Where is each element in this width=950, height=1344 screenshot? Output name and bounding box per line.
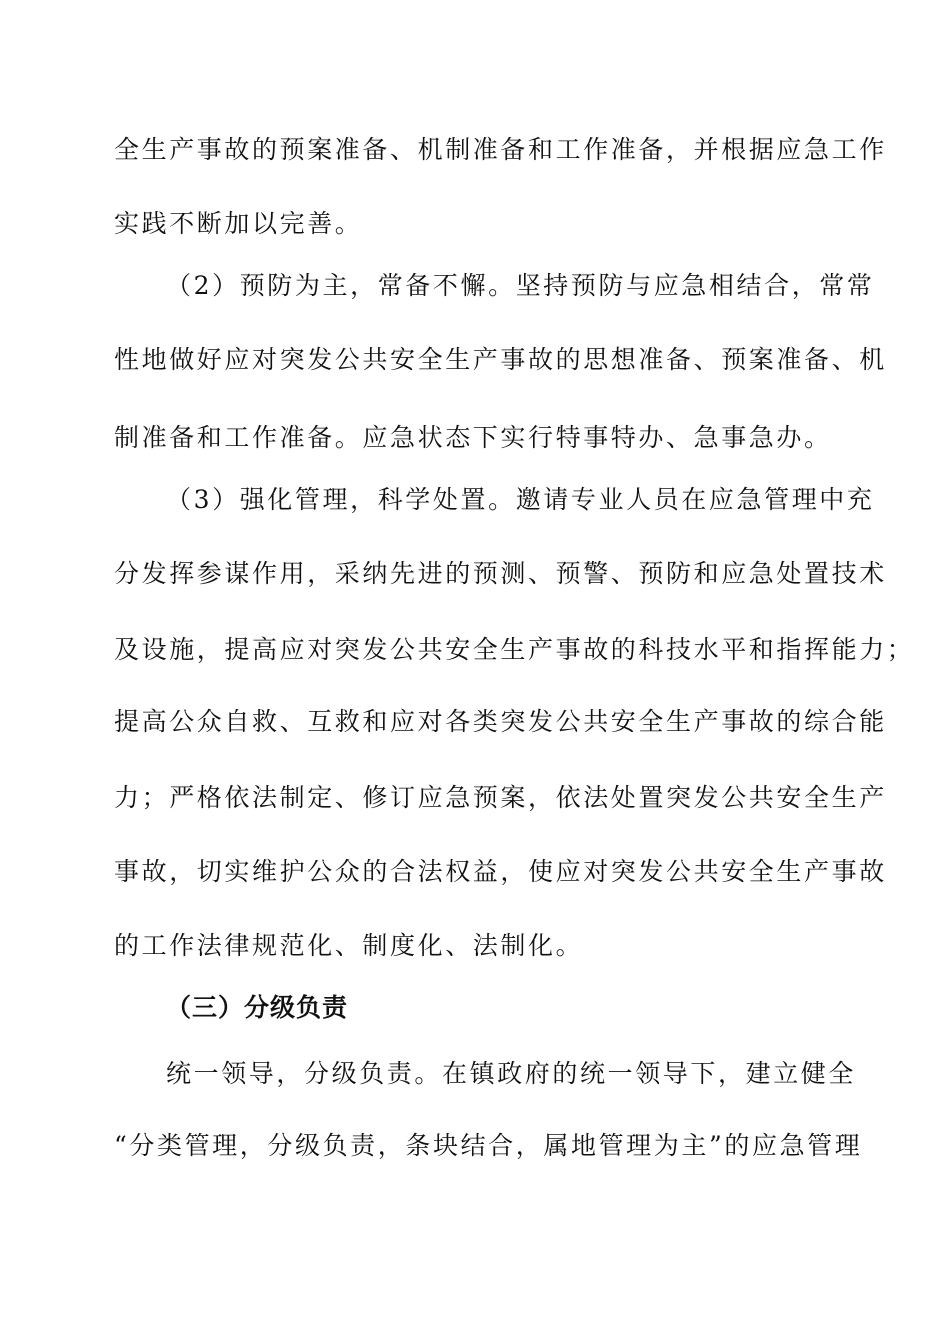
paragraph-line-8: 及设施，提高应对突发公共安全生产事故的科技水平和指挥能力； (114, 635, 915, 664)
paragraph-line-4: 性地做好应对突发公共安全生产事故的思想准备、预案准备、机 (114, 345, 887, 374)
paragraph-line-1: 全生产事故的预案准备、机制准备和工作准备，并根据应急工作 (114, 135, 887, 164)
paragraph-line-7: 分发挥参谋作用，采纳先进的预测、预警、预防和应急处置技术 (114, 559, 887, 588)
paragraph-line-11: 事故，切实维护公众的合法权益，使应对突发公共安全生产事故 (114, 857, 887, 886)
paragraph-line-10: 力；严格依法制定、修订应急预案，依法处置突发公共安全生产 (114, 783, 887, 812)
paragraph-line-9: 提高公众自救、互救和应对各类突发公共安全生产事故的综合能 (114, 707, 887, 736)
paragraph-line-13: 统一领导，分级负责。在镇政府的统一领导下，建立健全 (166, 1059, 857, 1088)
paragraph-line-3: （2）预防为主，常备不懈。坚持预防与应急相结合，常常 (166, 271, 875, 300)
paragraph-line-12: 的工作法律规范化、制度化、法制化。 (114, 931, 584, 960)
paragraph-line-2: 实践不断加以完善。 (114, 209, 363, 238)
paragraph-line-5: 制准备和工作准备。应急状态下实行特事特办、急事急办。 (114, 423, 832, 452)
paragraph-line-6: （3）强化管理，科学处置。邀请专业人员在应急管理中充 (166, 485, 875, 514)
section-heading: （三）分级负责 (166, 993, 349, 1022)
paragraph-line-14: “分类管理，分级负责，条块结合，属地管理为主”的应急管理 (114, 1131, 863, 1160)
